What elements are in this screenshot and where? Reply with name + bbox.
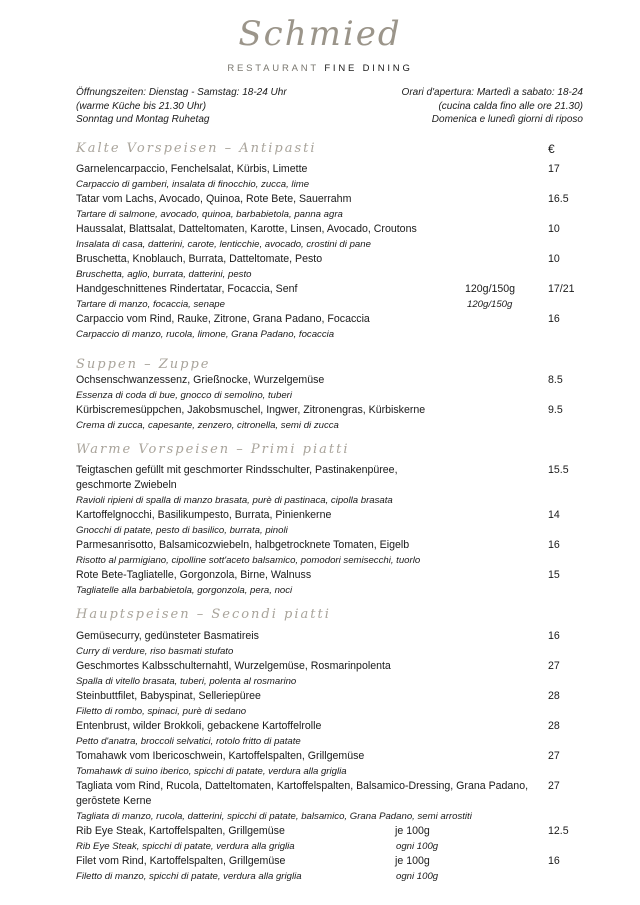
price: 16.5 — [548, 193, 569, 205]
menu-item — [76, 824, 596, 854]
dish-name-it: Essenza di coda di bue, gnocco di semolino, tuberi — [76, 390, 292, 401]
hours-line: (warme Küche bis 21.30 Uhr) — [76, 100, 207, 112]
hours-line: (cucina calda fino alle ore 21.30) — [438, 100, 583, 112]
dish-name-de: Parmesanrisotto, Balsamicozwiebeln, halbgetrocknete Tomaten, Eigelb — [76, 539, 410, 551]
dish-name-de: Teigtaschen gefüllt mit geschmorter Rindsschulter, Pastinakenpüree, geschmorte Zwiebeln — [76, 464, 398, 491]
price: 27 — [548, 780, 560, 792]
menu-section — [76, 463, 596, 598]
dish-name-it: Tagliata di manzo, rucola, datterini, spicchi di patate, balsamico, Grana Padano, semi arrostiti — [76, 811, 472, 822]
dish-name-de: Kürbiscremesüppchen, Jakobsmuschel, Ingwer, Zitronengras, Kürbiskerne — [76, 404, 426, 416]
menu-item — [76, 568, 596, 598]
price: 8.5 — [548, 374, 563, 386]
tagline-prefix: RESTAURANT — [227, 63, 319, 74]
price: 16 — [548, 313, 560, 325]
dish-name-de: Tatar vom Lachs, Avocado, Quinoa, Rote Bete, Sauerrahm — [76, 193, 352, 205]
hours-line: Orari d'apertura: Martedì a sabato: 18-24 — [401, 87, 583, 98]
price: 10 — [548, 223, 560, 235]
price: 12.5 — [548, 825, 569, 837]
menu-item — [76, 508, 596, 538]
dish-name-it: Tartare di salmone, avocado, quinoa, barbabietola, panna agra — [76, 209, 343, 220]
dish-name-it: Tomahawk di suino iberico, spicchi di patate, verdura alla griglia — [76, 766, 347, 777]
menu-item — [76, 629, 596, 659]
menu-item — [76, 192, 596, 222]
portion-unit-it: 120g/150g — [467, 299, 513, 310]
currency-symbol: € — [548, 142, 555, 156]
dish-name-it: Bruschetta, aglio, burrata, datterini, pesto — [76, 269, 252, 280]
restaurant-logo: Schmied — [238, 14, 402, 54]
section-title: Kalte Vorspeisen – Antipasti — [76, 141, 317, 156]
portion-unit-it: ogni 100g — [396, 841, 439, 852]
menu-item — [76, 779, 596, 824]
menu-section — [76, 162, 596, 342]
section-title: Hauptspeisen – Secondi piatti — [76, 607, 331, 622]
tagline-suffix: FINE DINING — [324, 63, 413, 74]
menu-item — [76, 689, 596, 719]
dish-name-de: Haussalat, Blattsalat, Datteltomaten, Karotte, Linsen, Avocado, Croutons — [76, 223, 417, 235]
price: 27 — [548, 660, 560, 672]
hours-line: Öffnungszeiten: Dienstag - Samstag: 18-24 Uhr — [76, 87, 287, 98]
hours-line: Sonntag und Montag Ruhetag — [76, 114, 210, 125]
dish-name-de: Steinbuttfilet, Babyspinat, Selleriepüree — [76, 690, 261, 702]
dish-name-it: Curry di verdure, riso basmati stufato — [76, 646, 234, 657]
dish-name-it: Tartare di manzo, focaccia, senape — [76, 299, 225, 310]
dish-name-it: Tagliatelle alla barbabietola, gorgonzola, pera, noci — [76, 585, 293, 596]
opening-hours-it — [402, 86, 583, 127]
dish-name-it: Carpaccio di manzo, rucola, limone, Grana Padano, focaccia — [76, 329, 335, 340]
price: 15.5 — [548, 464, 569, 476]
price: 28 — [548, 690, 560, 702]
section-title: Suppen – Zuppe — [76, 357, 211, 372]
dish-name-it: Petto d'anatra, broccoli selvatici, rotolo fritto di patate — [76, 736, 301, 747]
price: 9.5 — [548, 404, 563, 416]
restaurant-tagline — [0, 63, 640, 74]
dish-name-it: Gnocchi di patate, pesto di basilico, burrata, pinoli — [76, 525, 288, 536]
dish-name-de: Kartoffelgnocchi, Basilikumpesto, Burrata, Pinienkerne — [76, 509, 332, 521]
menu-item — [76, 222, 596, 252]
section-title: Warme Vorspeisen – Primi piatti — [76, 442, 350, 457]
menu-item — [76, 463, 596, 508]
menu-item — [76, 282, 596, 312]
dish-name-de: Bruschetta, Knoblauch, Burrata, Datteltomate, Pesto — [76, 253, 323, 265]
dish-name-it: Filetto di rombo, spinaci, purè di sedano — [76, 706, 247, 717]
dish-name-de: Handgeschnittenes Rindertatar, Focaccia, Senf — [76, 283, 298, 295]
menu-item — [76, 403, 596, 433]
portion-unit-de: 120g/150g — [465, 283, 516, 295]
dish-name-it: Rib Eye Steak, spicchi di patate, verdura alla griglia — [76, 841, 295, 852]
dish-name-it: Spalla di vitello brasata, tuberi, polenta al rosmarino — [76, 676, 297, 687]
menu-item — [76, 312, 596, 342]
menu-section — [76, 629, 596, 884]
hours-line: Domenica e lunedì giorni di riposo — [431, 114, 583, 125]
dish-name-it: Filetto di manzo, spicchi di patate, verdura alla griglia — [76, 871, 302, 882]
dish-name-de: Entenbrust, wilder Brokkoli, gebackene Kartoffelrolle — [76, 720, 322, 732]
dish-name-de: Carpaccio vom Rind, Rauke, Zitrone, Grana Padano, Focaccia — [76, 313, 370, 325]
dish-name-de: Tomahawk vom Ibericoschwein, Kartoffelspalten, Grillgemüse — [76, 750, 365, 762]
dish-name-de: Filet vom Rind, Kartoffelspalten, Grillgemüse — [76, 855, 286, 867]
opening-hours-de — [76, 86, 287, 127]
dish-name-it: Ravioli ripieni di spalla di manzo brasata, purè di pastinaca, cipolla brasata — [76, 495, 393, 506]
price: 16 — [548, 539, 560, 551]
dish-name-de: Ochsenschwanzessenz, Grießnocke, Wurzelgemüse — [76, 374, 325, 386]
price: 17/21 — [548, 283, 575, 295]
menu-item — [76, 373, 596, 403]
portion-unit-de: je 100g — [395, 855, 430, 867]
price: 16 — [548, 855, 560, 867]
dish-name-de: Tagliata vom Rind, Rucola, Datteltomaten, Kartoffelspalten, Balsamico-Dressing, Grana Padano, gerōstete Kerne — [76, 780, 529, 807]
price: 10 — [548, 253, 560, 265]
price: 15 — [548, 569, 560, 581]
dish-name-it: Insalata di casa, datterini, carote, lenticchie, avocado, crostini di pane — [76, 239, 371, 250]
dish-name-de: Geschmortes Kalbsschulternahtl, Wurzelgemüse, Rosmarinpolenta — [76, 660, 391, 672]
price: 27 — [548, 750, 560, 762]
menu-item — [76, 162, 596, 192]
dish-name-it: Crema di zucca, capesante, zenzero, citronella, semi di zucca — [76, 420, 339, 431]
dish-name-de: Rote Bete-Tagliatelle, Gorgonzola, Birne, Walnuss — [76, 569, 312, 581]
menu-item — [76, 252, 596, 282]
menu-item — [76, 538, 596, 568]
dish-name-it: Risotto al parmigiano, cipolline sott'aceto balsamico, pomodori semisecchi, tuorlo — [76, 555, 421, 566]
dish-name-de: Garnelencarpaccio, Fenchelsalat, Kürbis, Limette — [76, 163, 308, 175]
portion-unit-de: je 100g — [395, 825, 430, 837]
menu-item — [76, 854, 596, 884]
price: 28 — [548, 720, 560, 732]
dish-name-de: Gemüsecurry, gedünsteter Basmatireis — [76, 630, 259, 642]
price: 16 — [548, 630, 560, 642]
price: 17 — [548, 163, 560, 175]
menu-section — [76, 373, 596, 433]
dish-name-it: Carpaccio di gamberi, insalata di finocchio, zucca, lime — [76, 179, 310, 190]
menu-item — [76, 749, 596, 779]
menu-item — [76, 659, 596, 689]
portion-unit-it: ogni 100g — [396, 871, 439, 882]
price: 14 — [548, 509, 560, 521]
dish-name-de: Rib Eye Steak, Kartoffelspalten, Grillgemüse — [76, 825, 285, 837]
menu-item — [76, 719, 596, 749]
